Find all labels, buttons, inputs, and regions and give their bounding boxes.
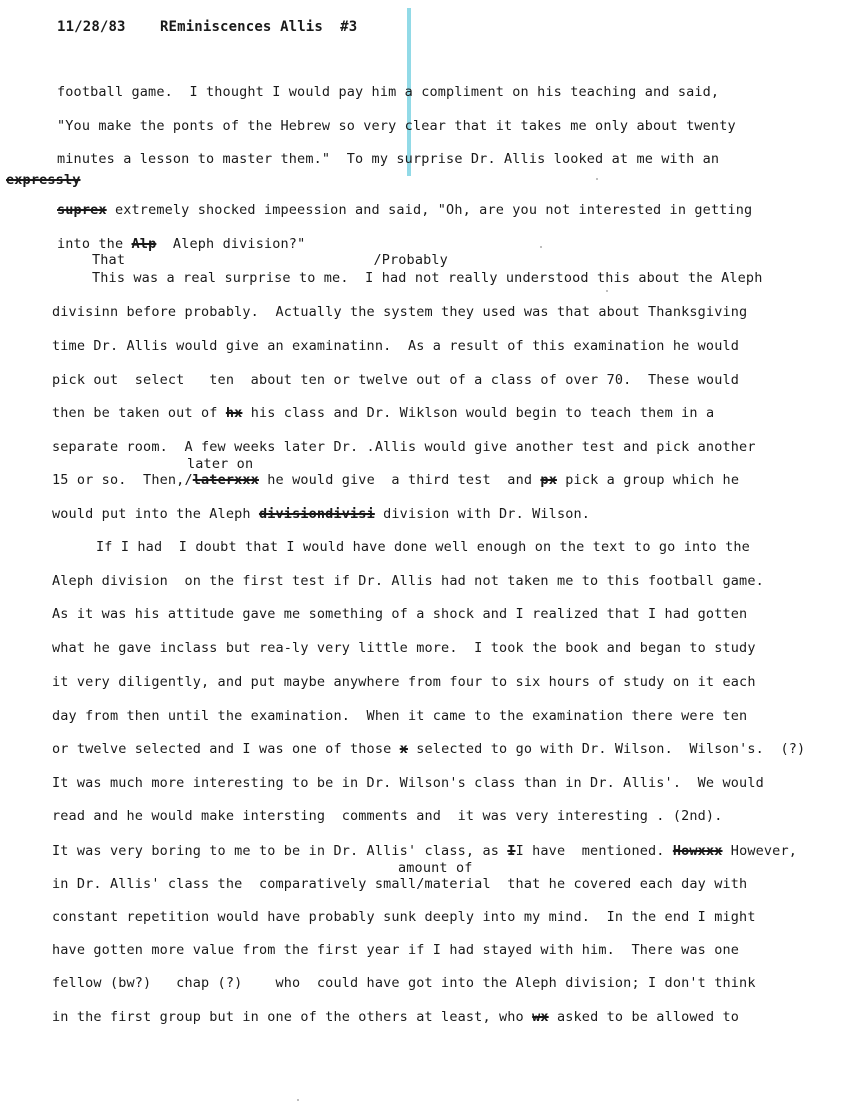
struck-word: suprex [57,202,107,218]
line-text: he would give a third test and [267,472,533,488]
struck-word: hx [225,405,243,421]
line-text: It was very boring to me to be in Dr. Allis' class, as [52,843,508,859]
text-line-6: This was a real surprise to me. I had not really understood this about the Aleph [92,270,763,286]
text-line-10 [52,405,714,421]
struck-word: expressly [6,172,81,188]
line-text: or twelve selected and I was one of those [52,741,392,757]
line-text: I have mentioned. [515,843,665,859]
line-text: his class and Dr. Wiklson would begin to teach them in a [250,405,715,421]
text-line-3: minutes a lesson to master them." To my surprise Dr. Allis looked at me with an [57,151,720,167]
scan-speck [297,1099,299,1101]
text-line-4 [57,202,752,218]
insertion-line: amount of [398,860,473,876]
struck-word: I [507,843,516,859]
struck-word: wx [532,1009,549,1025]
text-line-20 [52,741,805,757]
insertion-line: later on [187,456,254,472]
text-line-26: have gotten more value from the first year if I had stayed with him. There was one [52,942,740,958]
line-text: 15 or so. Then,/ [52,472,193,488]
line-text: division with Dr. Wilson. [383,506,591,522]
text-line-14: If I had I doubt that I would have done well enough on the text to go into the [96,539,750,555]
text-line-5 [57,236,305,252]
insertion-line: That /Probably [92,252,448,268]
text-line-21: It was much more interesting to be in Dr. Wilson's class than in Dr. Allis'. We would [52,775,764,791]
text-line-13 [52,506,590,522]
text-line-18: it very diligently, and put maybe anywhere from four to six hours of study on it each [52,674,756,690]
text-line-1: football game. I thought I would pay him a compliment on his teaching and said, [57,84,720,100]
scan-speck [596,178,598,180]
header-title: REminiscences Allis [159,19,323,35]
scan-speck [540,246,542,248]
text-line-16: As it was his attitude gave me something of a shock and I realized that I had gotten [52,606,748,622]
text-line-27: fellow (bw?) chap (?) who could have got into the Aleph division; I don't think [52,975,756,991]
struck-word: Howxxx [672,843,723,859]
text-line-17: what he gave inclass but rea-ly very little more. I took the book and began to study [52,640,756,656]
line-text: selected to go with Dr. Wilson. Wilson's. (?) [416,741,806,757]
text-line-22: read and he would make intersting comments and it was very interesting . (2nd). [52,808,723,824]
line-text: pick a group which he [565,472,740,488]
struck-word: px [540,472,557,488]
text-line-19: day from then until the examination. When it came to the examination there were ten [52,708,748,724]
line-text: then be taken out of [52,405,218,421]
struck-word: Alp [131,236,157,252]
line-text: in the first group but in one of the others at least, who [52,1009,524,1025]
text-line-15: Aleph division on the first test if Dr. Allis had not taken me to this football game. [52,573,764,589]
struck-word: x [399,741,408,757]
line-text: would put into the Aleph [52,506,251,522]
text-line-24: in Dr. Allis' class the comparatively small/material that he covered each day with [52,876,748,892]
struck-word: laterxxx [192,472,259,488]
header-line [57,19,357,35]
line-text: into the [57,236,124,252]
text-line-2: "You make the ponts of the Hebrew so very clear that it takes me only about twenty [57,118,736,134]
text-line-8: time Dr. Allis would give an examinatinn. As a result of this examination he would [52,338,740,354]
text-line-25: constant repetition would have probably sunk deeply into my mind. In the end I might [52,909,756,925]
line-text: However, [730,843,798,859]
struck-word: divisiondivisi [258,506,375,522]
text-line-12 [52,472,739,488]
line-text: Aleph division?" [172,236,306,252]
text-line-23 [52,843,797,859]
scan-speck [606,290,608,292]
text-line-7: divisinn before probably. Actually the system they used was that about Thanksgiving [52,304,748,320]
line-text: extremely shocked impeession and said, "Oh, are you not interested in getting [114,202,753,218]
text-line-28 [52,1009,739,1025]
header-date: 11/28/83 [57,19,126,35]
text-line-9: pick out select ten about ten or twelve out of a class of over 70. These would [52,372,740,388]
line-text: asked to be allowed to [556,1009,740,1025]
header-number: #3 [340,19,358,35]
text-line-11: separate room. A few weeks later Dr. .Allis would give another test and pick another [52,439,756,455]
